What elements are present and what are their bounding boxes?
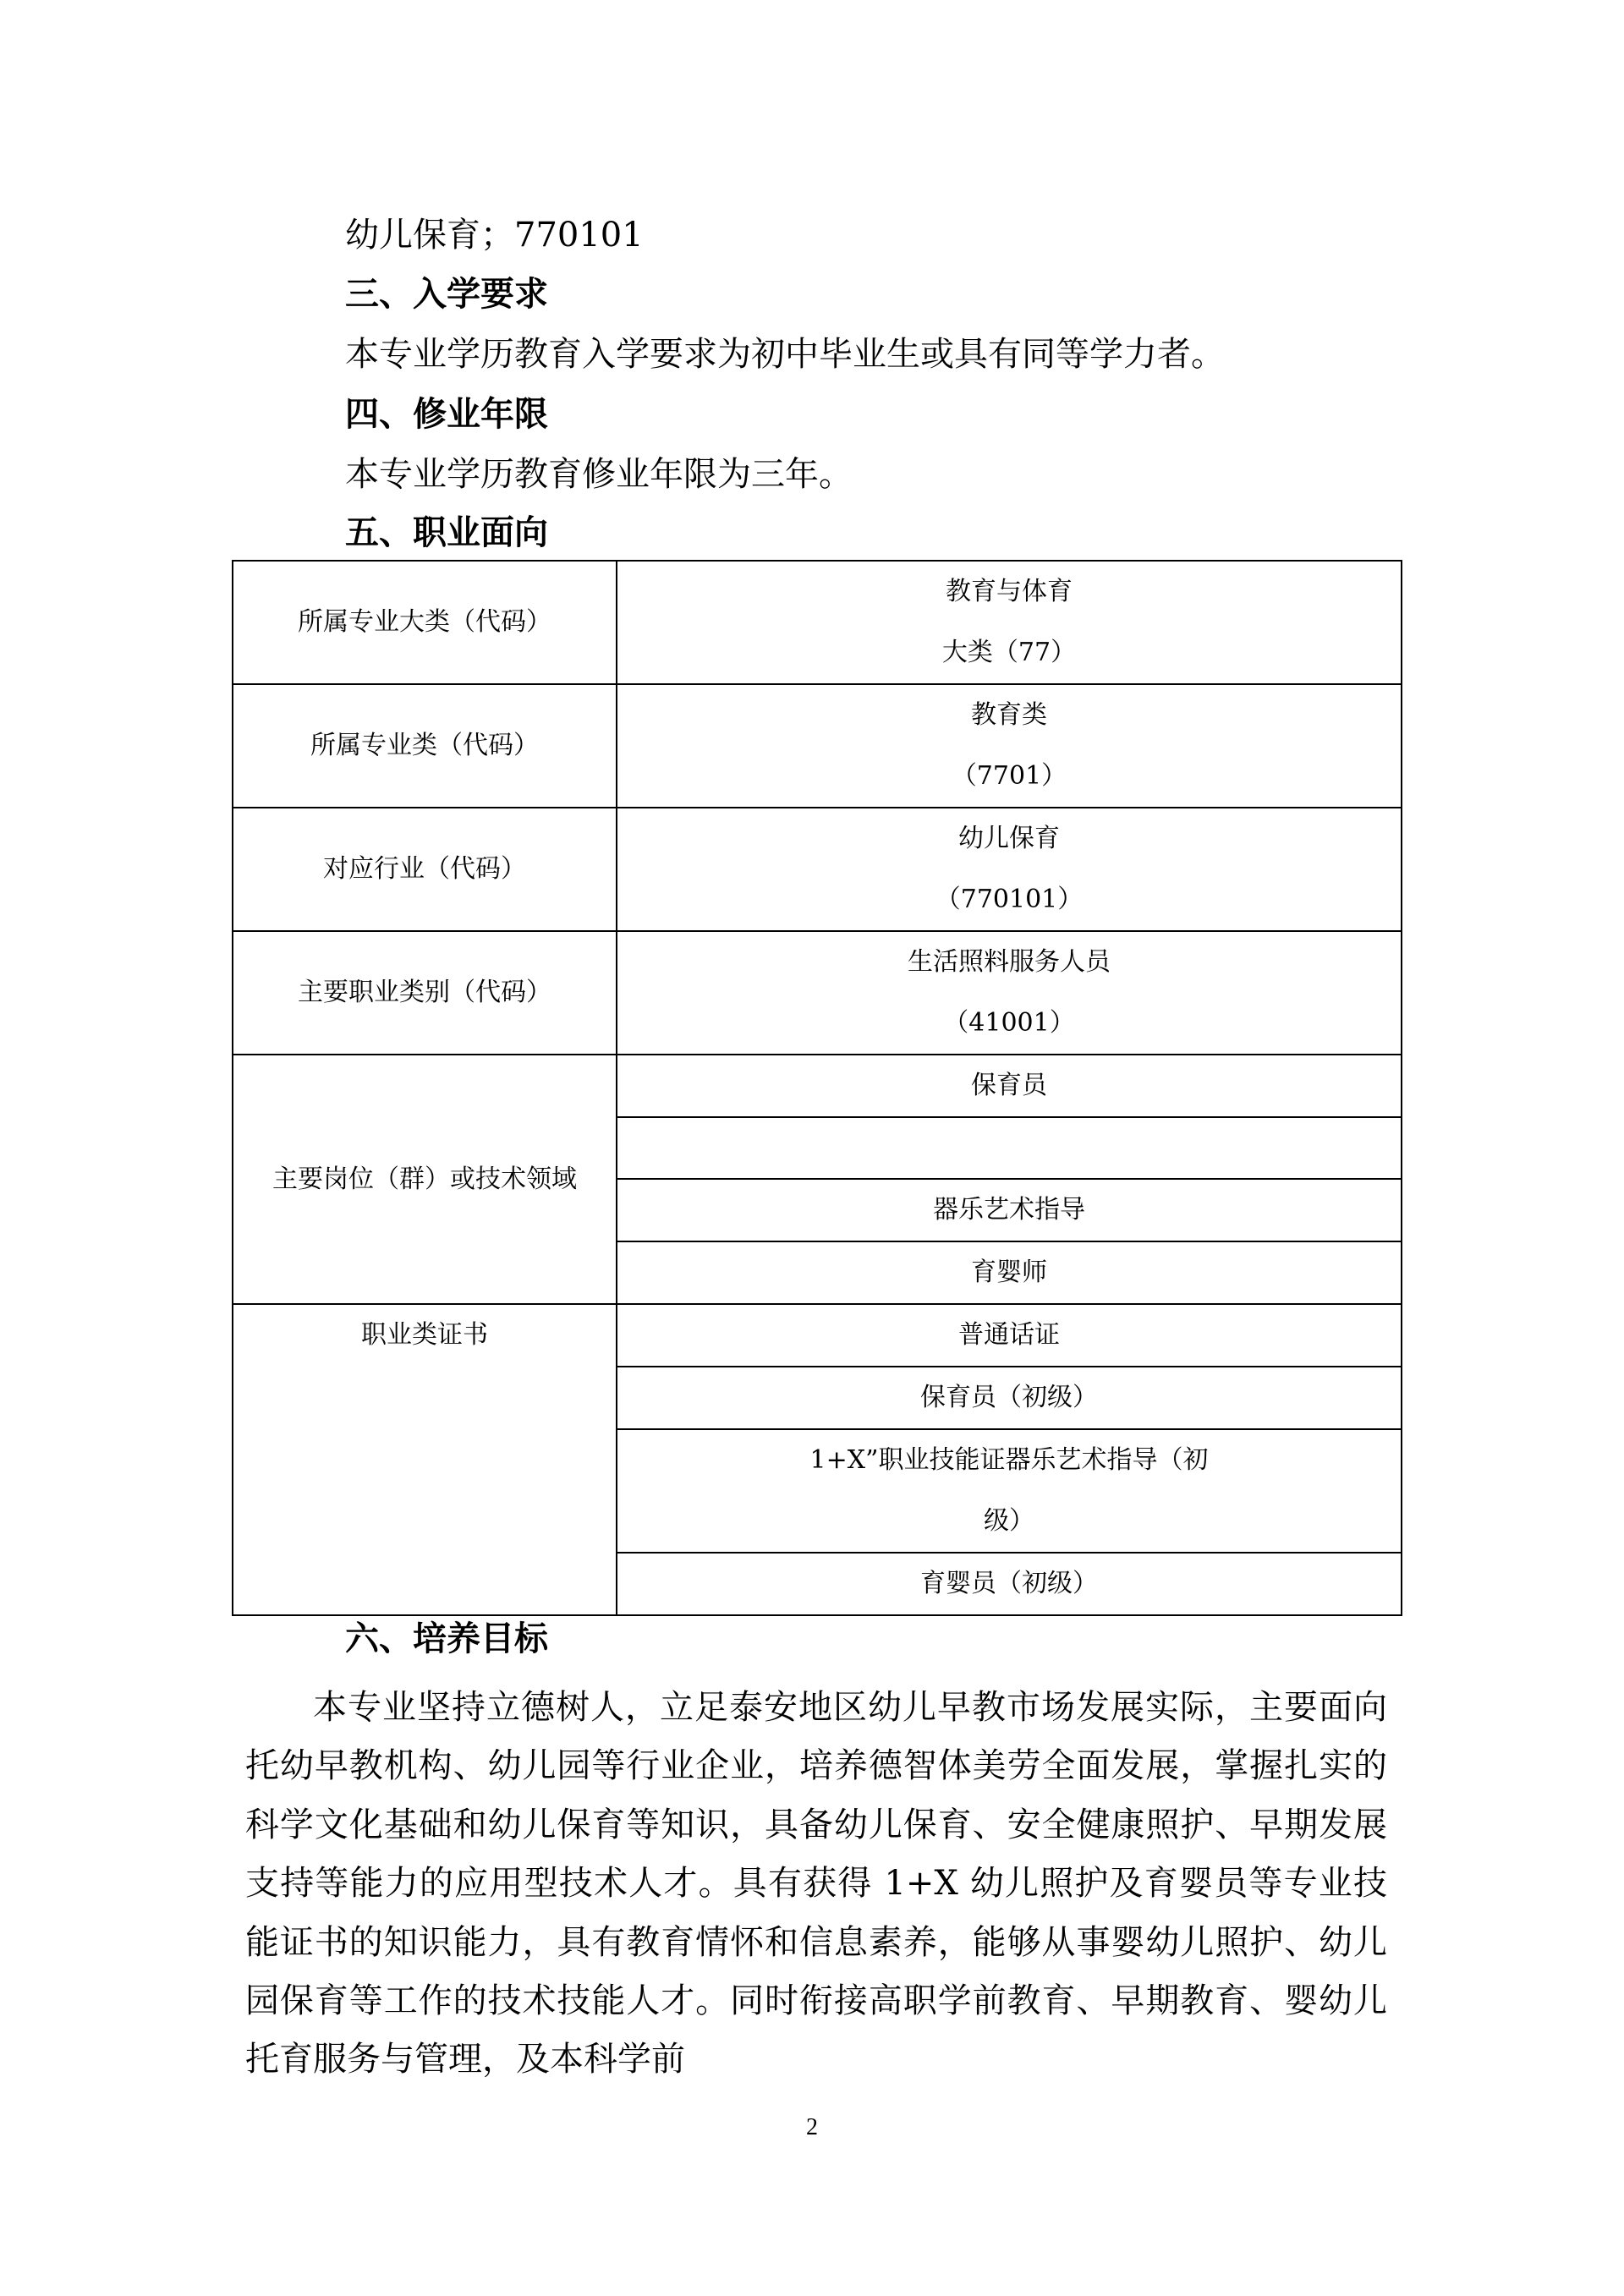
section-5-title: 五、职业面向 — [345, 513, 548, 552]
table-label-cell: 对应行业（代码） — [233, 808, 617, 931]
section-3-text: 本专业学历教育入学要求为初中毕业生或具有同等学力者。 — [345, 335, 1225, 374]
table-row — [233, 1055, 1402, 1117]
table-label-cell: 所属专业类（代码） — [233, 684, 617, 808]
section-4-title: 四、修业年限 — [345, 395, 548, 434]
table-value-line: 教育与体育 — [946, 577, 1073, 606]
table-label-cell: 主要岗位（群）或技术领域 — [233, 1055, 617, 1304]
table-value-line: （7701） — [951, 761, 1067, 791]
table-value-cell: 育婴师 — [617, 1241, 1402, 1304]
table-value-cell — [617, 684, 1402, 808]
section-6-paragraph: 本专业坚持立德树人，立足泰安地区幼儿早教市场发展实际，主要面向托幼早教机构、幼儿园等行业企业，培养德智体美劳全面发展，掌握扎实的科学文化基础和幼儿保育等知识，具备幼儿保育、安全健康照护、早期发展支持等能力的应用型技术人才。具有获得 1+X 幼儿照护及育婴员等专业技能证书的知识能力，具有教育情怀和信息素养，能够从事婴幼儿照护、幼儿园保育等工作的技术技能人才。同时衔接高职学前教育、早期教育、婴幼儿托育服务与管理，及本科学前 — [245, 1688, 1387, 2080]
table-value-line: （41001） — [943, 1008, 1075, 1038]
table-label-cell: 主要职业类别（代码） — [233, 931, 617, 1055]
table-label-text: 职业类证书 — [361, 1320, 488, 1350]
section-4-text: 本专业学历教育修业年限为三年。 — [345, 455, 853, 494]
table-value-cell — [617, 1429, 1402, 1553]
table-value-line: 生活照料服务人员 — [908, 947, 1111, 977]
table-row — [233, 1304, 1402, 1367]
table-row — [233, 931, 1402, 1055]
section-6-title: 六、培养目标 — [345, 1619, 548, 1658]
table-value-cell — [617, 1117, 1402, 1179]
page-number: 2 — [806, 2114, 818, 2140]
career-orientation-table — [232, 560, 1402, 1616]
table-value-cell — [617, 561, 1402, 684]
table-value-cell — [617, 808, 1402, 931]
section-3-title: 三、入学要求 — [345, 275, 548, 314]
table-label-cell: 所属专业大类（代码） — [233, 561, 617, 684]
table-row — [233, 808, 1402, 931]
table-value-line: 教育类 — [971, 700, 1047, 730]
table-value-line: 级） — [984, 1506, 1034, 1536]
table-value-cell: 育婴员（初级） — [617, 1553, 1402, 1615]
table-value-cell: 保育员（初级） — [617, 1367, 1402, 1429]
table-value-cell: 普通话证 — [617, 1304, 1402, 1367]
table-value-line: 1+X”职业技能证器乐艺术指导（初 — [809, 1445, 1209, 1475]
table-value-line: （770101） — [935, 885, 1084, 914]
table-value-line: 幼儿保育 — [958, 824, 1060, 853]
table-value-cell: 器乐艺术指导 — [617, 1179, 1402, 1241]
table-label-cell — [233, 1304, 617, 1615]
table-value-cell — [617, 931, 1402, 1055]
table-row — [233, 561, 1402, 684]
table-row — [233, 684, 1402, 808]
table-value-line: 大类（77） — [941, 638, 1077, 667]
intro-line: 幼儿保育；770101 — [345, 216, 644, 255]
table-value-cell: 保育员 — [617, 1055, 1402, 1117]
